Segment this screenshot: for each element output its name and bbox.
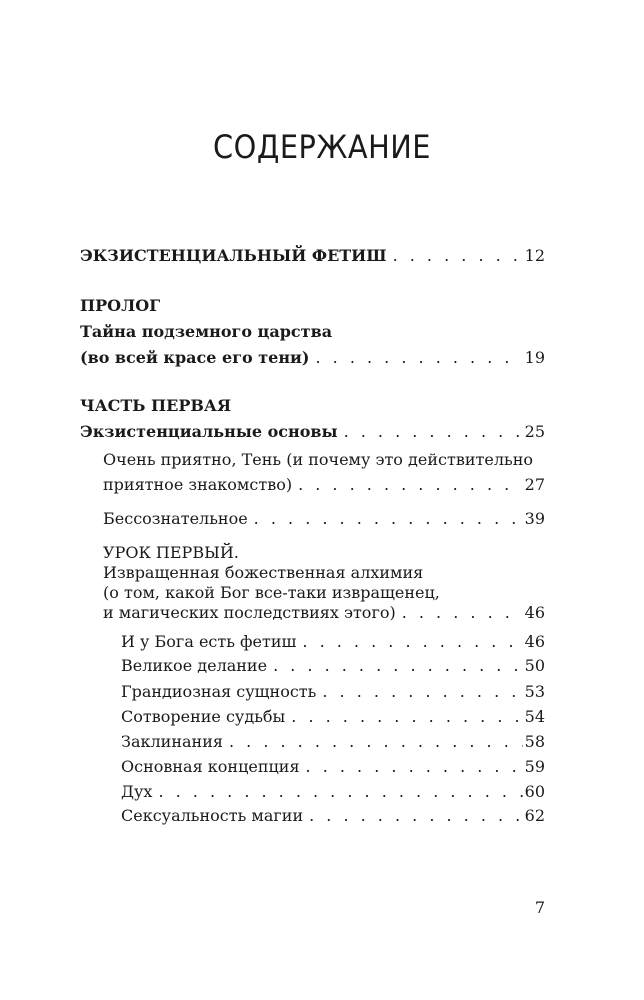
toc-entry[interactable]	[80, 348, 545, 367]
toc-entry-title: И у Бога есть фетиш	[121, 632, 297, 651]
toc-subentry[interactable]	[121, 782, 545, 801]
toc-leader-dots	[344, 422, 523, 441]
toc-entry-title: Великое делание	[121, 656, 268, 675]
toc-leader-dots	[402, 603, 523, 622]
toc-leader-dots	[273, 656, 523, 675]
toc-leader-dots	[309, 806, 523, 825]
toc-entry-title: Дух	[121, 782, 153, 801]
toc-entry-title: Сексуальность магии	[121, 806, 304, 825]
toc-entry-page: 53	[524, 682, 545, 701]
toc-leader-dots	[393, 246, 523, 265]
toc-entry-title-line: Очень приятно, Тень (и почему это действительно	[103, 450, 533, 469]
toc-entry-title: ЭКЗИСТЕНЦИАЛЬНЫЙ ФЕТИШ	[80, 246, 387, 265]
toc-entry-page: 25	[524, 422, 545, 441]
toc-section-subtitle: Тайна подземного царства	[80, 322, 333, 341]
toc-entry-page: 50	[524, 656, 545, 675]
toc-leader-dots	[229, 732, 523, 751]
toc-subentry[interactable]	[121, 632, 545, 651]
toc-entry-title: (во всей красе его тени)	[80, 348, 310, 367]
toc-entry-title: Сотворение судьбы	[121, 707, 286, 726]
toc-entry[interactable]	[80, 422, 545, 441]
toc-leader-dots	[291, 707, 522, 726]
toc-entry-title: Грандиозная сущность	[121, 682, 317, 701]
toc-entry[interactable]	[80, 246, 545, 265]
toc-section-heading: ПРОЛОГ	[80, 296, 161, 315]
page-title: СОДЕРЖАНИЕ	[213, 128, 431, 166]
toc-entry-title: Заклинания	[121, 732, 223, 751]
toc-leader-dots	[254, 509, 523, 528]
toc-subentry[interactable]	[121, 757, 545, 776]
toc-subentry[interactable]	[121, 732, 545, 751]
toc-entry-page: 12	[524, 246, 545, 265]
toc-entry-page: 39	[524, 509, 545, 528]
toc-subentry[interactable]	[121, 682, 545, 701]
toc-subentry[interactable]	[121, 656, 545, 675]
toc-entry-title-line: (о том, какой Бог все-таки извращенец,	[103, 583, 440, 602]
toc-entry-page: 62	[524, 806, 545, 825]
toc-entry-page: 46	[524, 603, 545, 622]
toc-entry-title: Бессознательное	[103, 509, 248, 528]
toc-lesson-heading: УРОК ПЕРВЫЙ.	[103, 543, 239, 562]
toc-entry-page: 59	[524, 757, 545, 776]
toc-leader-dots	[315, 348, 522, 367]
toc-entry[interactable]	[103, 509, 545, 528]
toc-entry-page: 27	[524, 475, 545, 494]
toc-entry[interactable]	[103, 603, 545, 622]
toc-leader-dots	[158, 782, 522, 801]
toc-entry-title: Основная концепция	[121, 757, 300, 776]
toc-subentry[interactable]	[121, 707, 545, 726]
toc-entry-title-line: Извращенная божественная алхимия	[103, 563, 424, 582]
toc-entry-page: 54	[524, 707, 545, 726]
toc-entry-page: 60	[524, 782, 545, 801]
toc-subentry[interactable]	[121, 806, 545, 825]
toc-entry-page: 19	[524, 348, 545, 367]
toc-entry[interactable]	[103, 475, 545, 494]
toc-entry-title: Экзистенциальные основы	[80, 422, 338, 441]
page-number: 7	[534, 898, 545, 917]
toc-entry-title: и магических последствиях этого)	[103, 603, 396, 622]
toc-leader-dots	[298, 475, 523, 494]
toc-entry-title: приятное знакомство)	[103, 475, 293, 494]
toc-leader-dots	[322, 682, 522, 701]
toc-entry-page: 58	[524, 732, 545, 751]
toc-entry-page: 46	[524, 632, 545, 651]
toc-section-heading: ЧАСТЬ ПЕРВАЯ	[80, 396, 232, 415]
toc-leader-dots	[306, 757, 523, 776]
toc-leader-dots	[302, 632, 522, 651]
